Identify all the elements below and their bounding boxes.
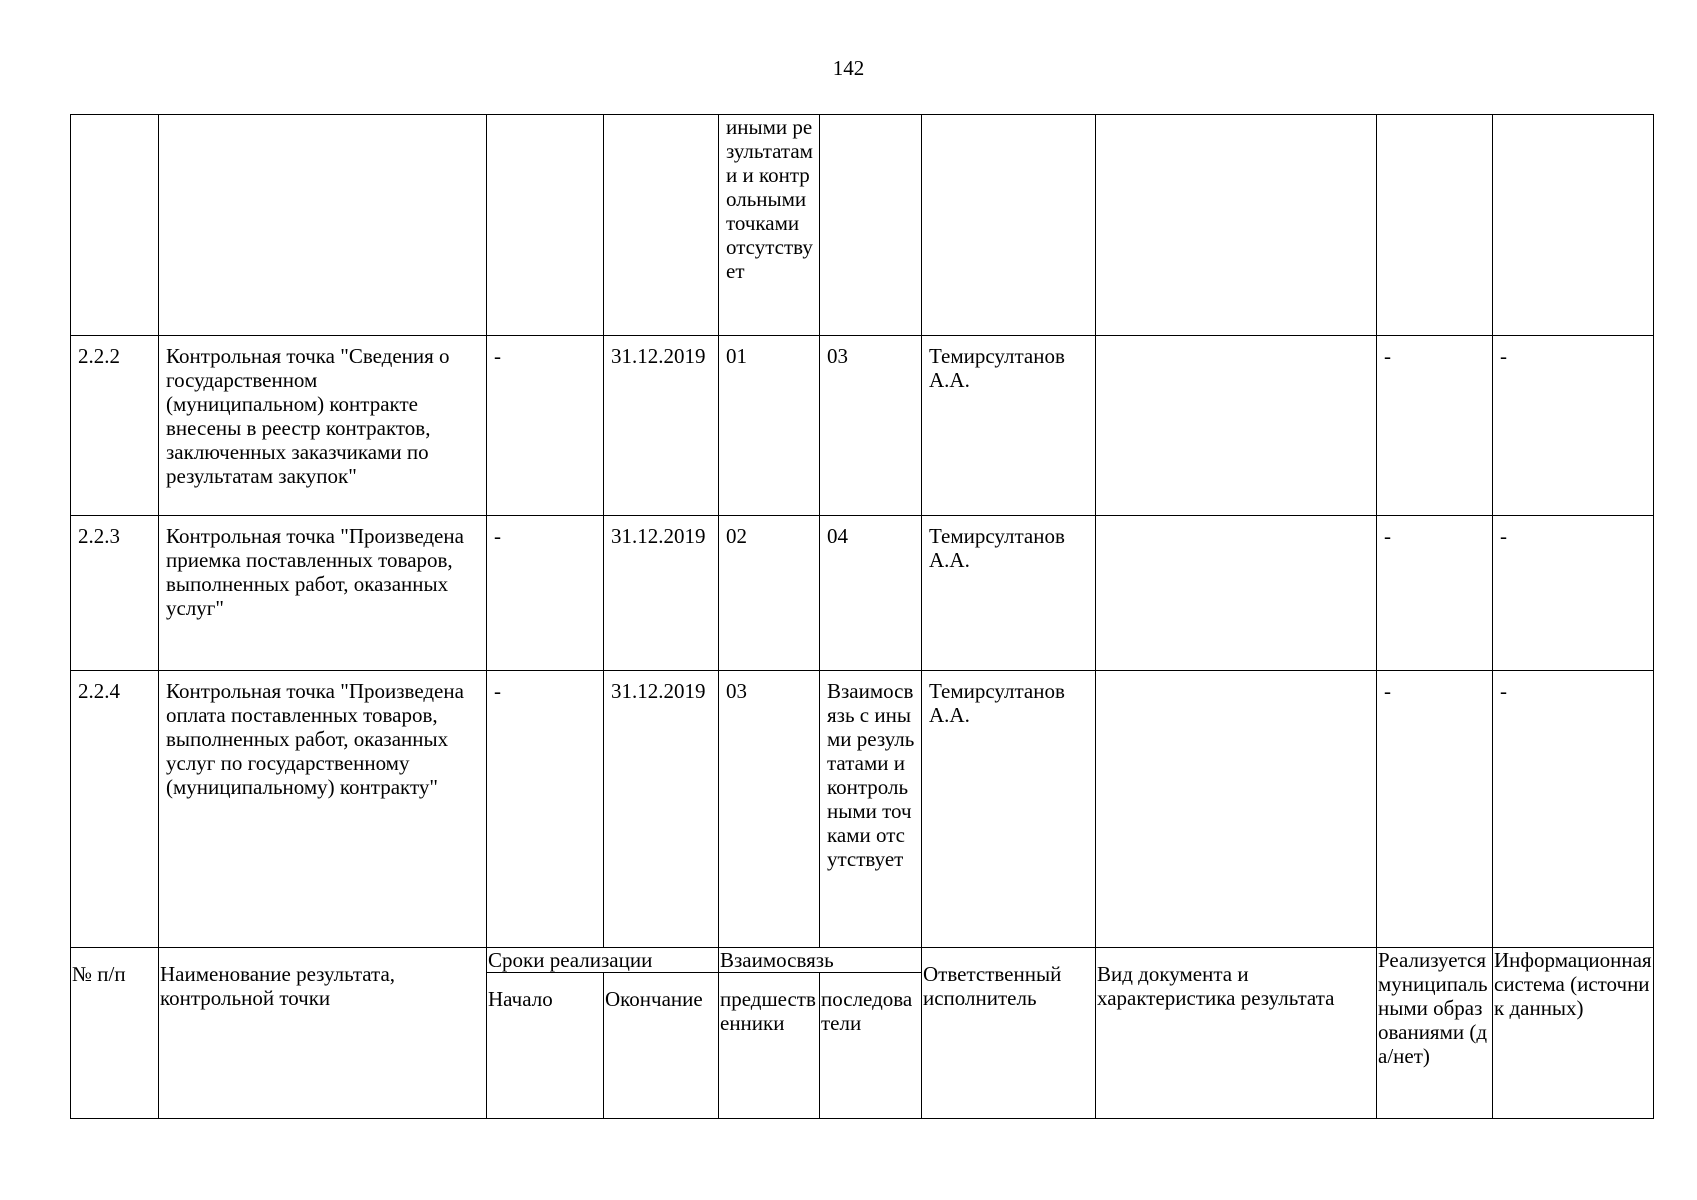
cell-name: Контрольная точка "Произведена приемка поставленных товаров, выполненных работ, оказанных услуг" — [159, 516, 487, 671]
cell-predecessors: иными результатами и контрольными точками отсутствует — [719, 115, 820, 336]
cell-info-system — [1493, 115, 1654, 336]
cell-document — [1096, 516, 1377, 671]
cell-start: - — [487, 671, 604, 948]
cell-end — [604, 115, 719, 336]
header-info-system: Информационная система (источник данных) — [1493, 948, 1654, 1119]
cell-start — [487, 115, 604, 336]
header-relation: Взаимосвязь — [719, 948, 922, 973]
header-terms: Сроки реализации — [487, 948, 719, 973]
cell-executor: Темирсултанов А.А. — [922, 516, 1096, 671]
cell-document — [1096, 336, 1377, 516]
cell-info-system: - — [1493, 671, 1654, 948]
header-num: № п/п — [71, 948, 159, 1119]
cell-successors: 03 — [820, 336, 922, 516]
header-name: Наименование результата, контрольной точки — [159, 948, 487, 1119]
cell-executor — [922, 115, 1096, 336]
cell-end: 31.12.2019 — [604, 516, 719, 671]
cell-num: 2.2.2 — [71, 336, 159, 516]
cell-predecessors: 03 — [719, 671, 820, 948]
cell-name: Контрольная точка "Произведена оплата поставленных товаров, выполненных работ, оказанных услуг по государственному (муниципальному) контракту" — [159, 671, 487, 948]
cell-info-system: - — [1493, 336, 1654, 516]
cell-num: 2.2.3 — [71, 516, 159, 671]
cell-start: - — [487, 336, 604, 516]
header-predecessors: предшественники — [719, 973, 820, 1119]
header-document: Вид документа и характеристика результата — [1096, 948, 1377, 1119]
cell-num: 2.2.4 — [71, 671, 159, 948]
table-row — [71, 336, 1654, 516]
table-row-continuation — [71, 115, 1654, 336]
header-executor: Ответственный исполнитель — [922, 948, 1096, 1119]
cell-predecessors: 01 — [719, 336, 820, 516]
cell-document — [1096, 115, 1377, 336]
cell-name — [159, 115, 487, 336]
cell-successors — [820, 115, 922, 336]
table-row — [71, 671, 1654, 948]
cell-successors: Взаимосвязь с иными результатами и контрольными точками отсутствует — [820, 671, 922, 948]
cell-municipal — [1377, 115, 1493, 336]
cell-end: 31.12.2019 — [604, 336, 719, 516]
cell-municipal: - — [1377, 671, 1493, 948]
header-start: Начало — [487, 973, 604, 1119]
cell-end: 31.12.2019 — [604, 671, 719, 948]
table-row — [71, 516, 1654, 671]
header-end: Окончание — [604, 973, 719, 1119]
header-successors: последователи — [820, 973, 922, 1119]
cell-num — [71, 115, 159, 336]
cell-predecessors: 02 — [719, 516, 820, 671]
cell-executor: Темирсултанов А.А. — [922, 671, 1096, 948]
cell-name: Контрольная точка "Сведения о государственном (муниципальном) контракте внесены в реестр контрактов, заключенных заказчиками по результатам закупок" — [159, 336, 487, 516]
cell-municipal: - — [1377, 516, 1493, 671]
header-municipal: Реализуется муниципальными образованиями (да/нет) — [1377, 948, 1493, 1119]
cell-start: - — [487, 516, 604, 671]
cell-executor: Темирсултанов А.А. — [922, 336, 1096, 516]
cell-successors: 04 — [820, 516, 922, 671]
cell-document — [1096, 671, 1377, 948]
cell-info-system: - — [1493, 516, 1654, 671]
header-row — [71, 948, 1654, 973]
page-number: 142 — [832, 56, 865, 80]
implementation-plan-table — [70, 114, 1654, 1119]
cell-municipal: - — [1377, 336, 1493, 516]
